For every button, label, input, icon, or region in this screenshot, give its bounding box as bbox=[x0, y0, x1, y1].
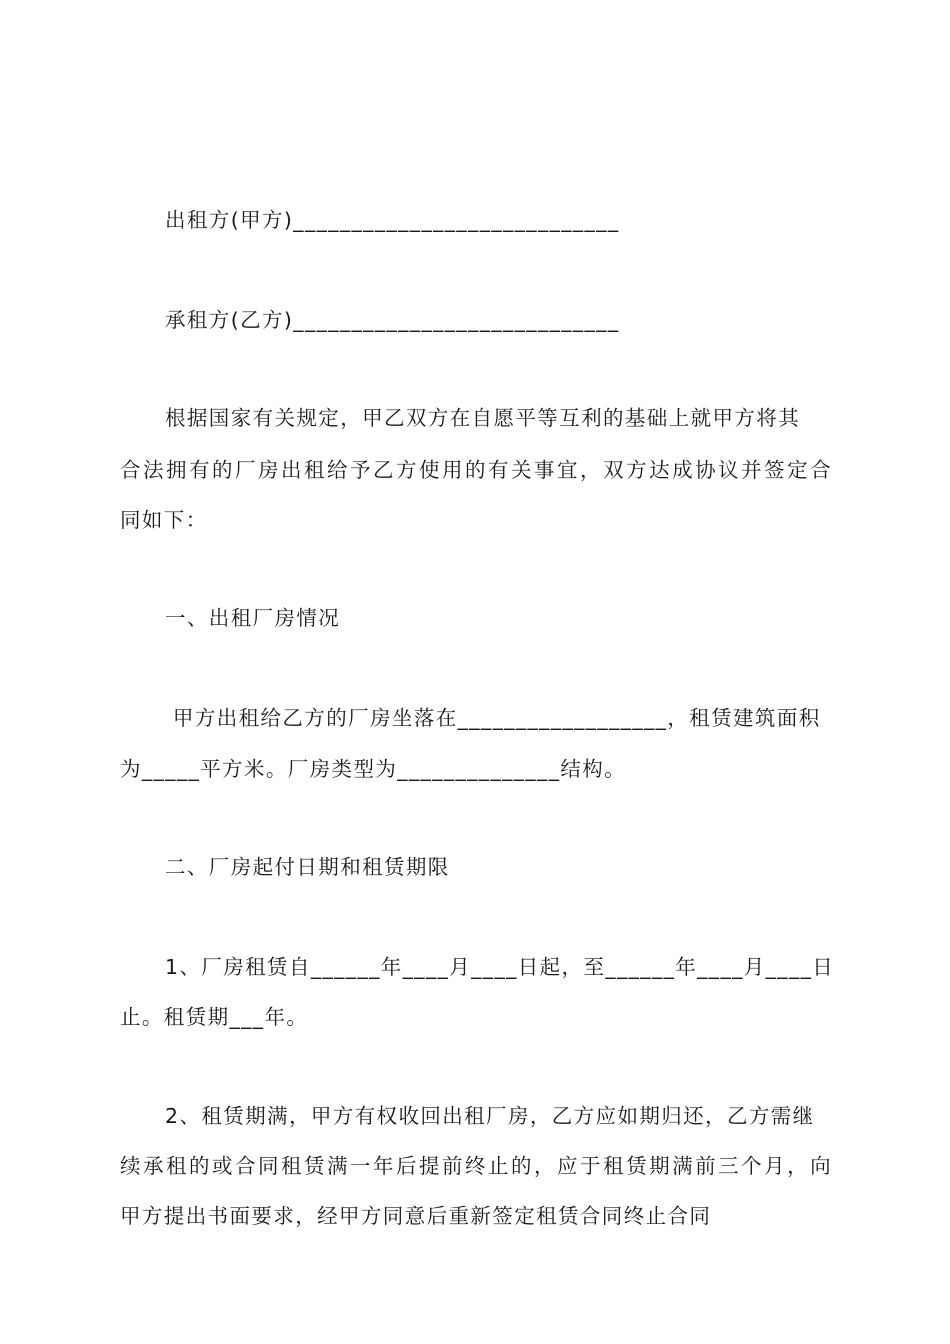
intro-line-1: 根据国家有关规定，甲乙双方在自愿平等互利的基础上就甲方将其 bbox=[165, 406, 801, 430]
section1-body-line-1: 甲方出租给乙方的厂房坐落在__________________，租赁建筑面积 bbox=[165, 706, 821, 730]
clause2-line-1: 2、租赁期满，甲方有权收回出租厂房，乙方应如期归还，乙方需继 bbox=[165, 1104, 815, 1128]
section1-heading: 一、出租厂房情况 bbox=[165, 606, 341, 630]
clause1-line-1: 1、厂房租赁自______年____月____日起，至______年____月____日 bbox=[165, 955, 835, 979]
lessor-line: 出租方(甲方)____________________________ bbox=[165, 208, 620, 232]
section1-body-line-2: 为_____平方米。厂房类型为______________结构。 bbox=[120, 757, 627, 781]
clause2-line-3: 甲方提出书面要求，经甲方同意后重新签定租赁合同终止合同 bbox=[120, 1204, 712, 1228]
section2-heading: 二、厂房起付日期和租赁期限 bbox=[165, 855, 450, 879]
intro-line-3: 同如下： bbox=[120, 508, 208, 532]
intro-line-2: 合法拥有的厂房出租给予乙方使用的有关事宜，双方达成协议并签定合 bbox=[120, 458, 832, 482]
clause1-line-2: 止。租赁期___年。 bbox=[120, 1005, 309, 1029]
lessee-line: 承租方(乙方)____________________________ bbox=[165, 308, 620, 332]
clause2-line-2: 续承租的或合同租赁满一年后提前终止的，应于租赁期满前三个月，向 bbox=[120, 1154, 832, 1178]
